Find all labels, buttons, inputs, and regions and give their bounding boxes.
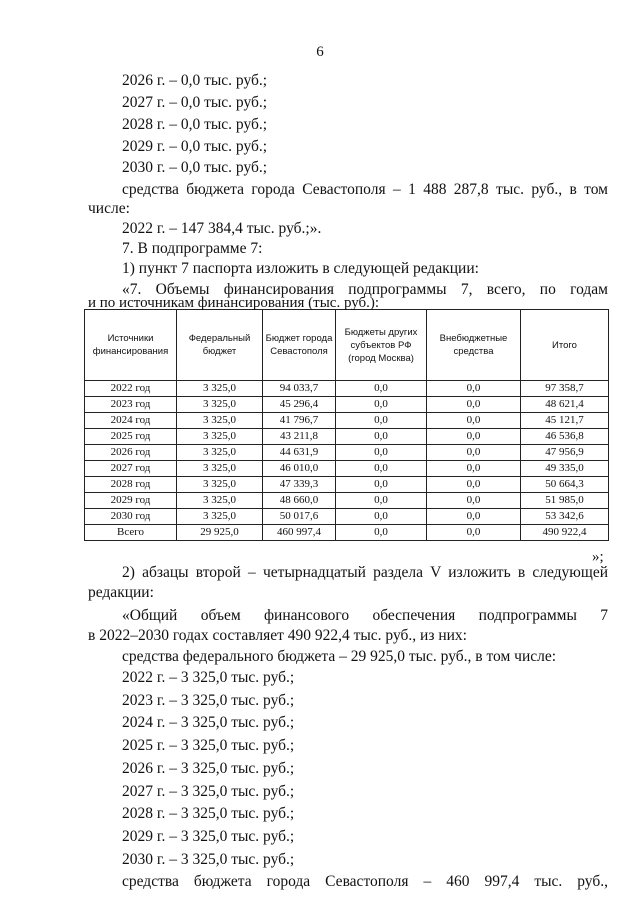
year-line: 2028 г. – 0,0 тыс. руб.; xyxy=(122,116,268,133)
table-cell: 45 296,4 xyxy=(263,397,336,413)
table-cell: 0,0 xyxy=(427,445,521,461)
table-row xyxy=(85,445,609,461)
federal-year-line: 2026 г. – 3 325,0 тыс. руб.; xyxy=(122,760,295,777)
table-header: Источники финансирования xyxy=(85,310,177,381)
table-cell: 0,0 xyxy=(336,461,427,477)
item-2-line: 2) абзацы второй – четырнадцатый раздела V изложить в следующей xyxy=(122,564,608,581)
table-header: Бюджеты других субъектов РФ (город Москва) xyxy=(336,310,427,381)
table-cell: 3 325,0 xyxy=(177,445,263,461)
table-cell: 0,0 xyxy=(427,381,521,397)
table-cell: 46 536,8 xyxy=(521,429,609,445)
table-cell: 0,0 xyxy=(336,525,427,541)
table-header: Бюджет города Севастополя xyxy=(263,310,336,381)
federal-year-line: 2023 г. – 3 325,0 тыс. руб.; xyxy=(122,692,295,709)
table-cell: 0,0 xyxy=(427,477,521,493)
table-header: Итого xyxy=(521,310,609,381)
table-row xyxy=(85,429,609,445)
financing-table xyxy=(84,309,609,541)
table-cell: 47 339,3 xyxy=(263,477,336,493)
total-line-cont: в 2022–2030 годах составляет 490 922,4 тыс. руб., из них: xyxy=(88,627,467,644)
closing-quote: »; xyxy=(592,549,604,565)
table-header-row xyxy=(85,310,609,381)
table-cell: 3 325,0 xyxy=(177,477,263,493)
table-cell: 0,0 xyxy=(336,397,427,413)
table-row xyxy=(85,461,609,477)
table-cell: 48 660,0 xyxy=(263,493,336,509)
table-row xyxy=(85,381,609,397)
table-cell: 0,0 xyxy=(336,493,427,509)
table-cell: 2023 год xyxy=(85,397,177,413)
table-cell: 53 342,6 xyxy=(521,509,609,525)
table-cell: 94 033,7 xyxy=(263,381,336,397)
table-cell: 0,0 xyxy=(427,429,521,445)
table-cell: 46 010,0 xyxy=(263,461,336,477)
table-cell: 2028 год xyxy=(85,477,177,493)
table-header: Федеральный бюджет xyxy=(177,310,263,381)
city-budget-final-line: средства бюджета города Севастополя – 460 997,4 тыс. руб., xyxy=(122,873,608,890)
table-cell: Всего xyxy=(85,525,177,541)
year-2022-line: 2022 г. – 147 384,4 тыс. руб.;». xyxy=(122,220,322,237)
table-cell: 2029 год xyxy=(85,493,177,509)
table-row xyxy=(85,493,609,509)
table-row xyxy=(85,509,609,525)
table-cell: 0,0 xyxy=(336,381,427,397)
table-header: Внебюджетные средства xyxy=(427,310,521,381)
table-cell: 47 956,9 xyxy=(521,445,609,461)
table-cell: 2025 год xyxy=(85,429,177,445)
table-cell: 460 997,4 xyxy=(263,525,336,541)
federal-line: средства федерального бюджета – 29 925,0 тыс. руб., в том числе: xyxy=(122,648,557,665)
table-cell: 2027 год xyxy=(85,461,177,477)
table-cell: 0,0 xyxy=(427,525,521,541)
table-cell: 97 358,7 xyxy=(521,381,609,397)
table-cell: 2022 год xyxy=(85,381,177,397)
table-cell: 3 325,0 xyxy=(177,429,263,445)
federal-year-line: 2028 г. – 3 325,0 тыс. руб.; xyxy=(122,805,295,822)
table-cell: 3 325,0 xyxy=(177,413,263,429)
year-line: 2030 г. – 0,0 тыс. руб.; xyxy=(122,159,268,176)
table-cell: 49 335,0 xyxy=(521,461,609,477)
year-line: 2027 г. – 0,0 тыс. руб.; xyxy=(122,94,268,111)
table-cell: 2026 год xyxy=(85,445,177,461)
table-cell: 3 325,0 xyxy=(177,509,263,525)
page-number: 6 xyxy=(316,44,324,60)
table-cell: 50 017,6 xyxy=(263,509,336,525)
item-7-1: 1) пункт 7 паспорта изложить в следующей редакции: xyxy=(122,260,479,277)
city-budget-line: средства бюджета города Севастополя – 1 488 287,8 тыс. руб., в том xyxy=(122,181,608,198)
table-cell: 0,0 xyxy=(427,461,521,477)
table-cell: 0,0 xyxy=(427,413,521,429)
year-line: 2026 г. – 0,0 тыс. руб.; xyxy=(122,72,268,89)
federal-year-line: 2024 г. – 3 325,0 тыс. руб.; xyxy=(122,714,295,731)
table-cell: 41 796,7 xyxy=(263,413,336,429)
table-cell: 0,0 xyxy=(336,413,427,429)
table-cell: 0,0 xyxy=(336,477,427,493)
item-2-line-cont: редакции: xyxy=(88,584,154,601)
federal-year-line: 2027 г. – 3 325,0 тыс. руб.; xyxy=(122,783,295,800)
table-total-row xyxy=(85,525,609,541)
table-row xyxy=(85,477,609,493)
table-cell: 0,0 xyxy=(427,509,521,525)
table-cell: 44 631,9 xyxy=(263,445,336,461)
federal-year-line: 2030 г. – 3 325,0 тыс. руб.; xyxy=(122,851,295,868)
quote-line: «7. Объемы финансирования подпрограммы 7, всего, по годам xyxy=(122,281,608,298)
table-cell: 3 325,0 xyxy=(177,461,263,477)
table-cell: 45 121,7 xyxy=(521,413,609,429)
table-cell: 0,0 xyxy=(336,445,427,461)
federal-year-line: 2029 г. – 3 325,0 тыс. руб.; xyxy=(122,828,295,845)
total-line: «Общий объем финансового обеспечения подпрограммы 7 xyxy=(122,607,608,624)
quote-line-cont: и по источникам финансирования (тыс. руб.): xyxy=(88,295,380,311)
federal-year-line: 2022 г. – 3 325,0 тыс. руб.; xyxy=(122,669,295,686)
table-cell: 50 664,3 xyxy=(521,477,609,493)
table-row xyxy=(85,413,609,429)
table-cell: 0,0 xyxy=(427,397,521,413)
table-cell: 3 325,0 xyxy=(177,493,263,509)
table-cell: 2024 год xyxy=(85,413,177,429)
table-row xyxy=(85,397,609,413)
table-cell: 0,0 xyxy=(336,509,427,525)
table-cell: 2030 год xyxy=(85,509,177,525)
city-budget-line-cont: числе: xyxy=(88,200,130,217)
item-7-heading: 7. В подпрограмме 7: xyxy=(122,240,263,257)
table-cell: 48 621,4 xyxy=(521,397,609,413)
table-cell: 29 925,0 xyxy=(177,525,263,541)
table-cell: 43 211,8 xyxy=(263,429,336,445)
table-cell: 3 325,0 xyxy=(177,397,263,413)
table-cell: 51 985,0 xyxy=(521,493,609,509)
table-cell: 490 922,4 xyxy=(521,525,609,541)
table-cell: 0,0 xyxy=(336,429,427,445)
federal-year-line: 2025 г. – 3 325,0 тыс. руб.; xyxy=(122,737,295,754)
table-cell: 3 325,0 xyxy=(177,381,263,397)
table-cell: 0,0 xyxy=(427,493,521,509)
year-line: 2029 г. – 0,0 тыс. руб.; xyxy=(122,138,268,155)
